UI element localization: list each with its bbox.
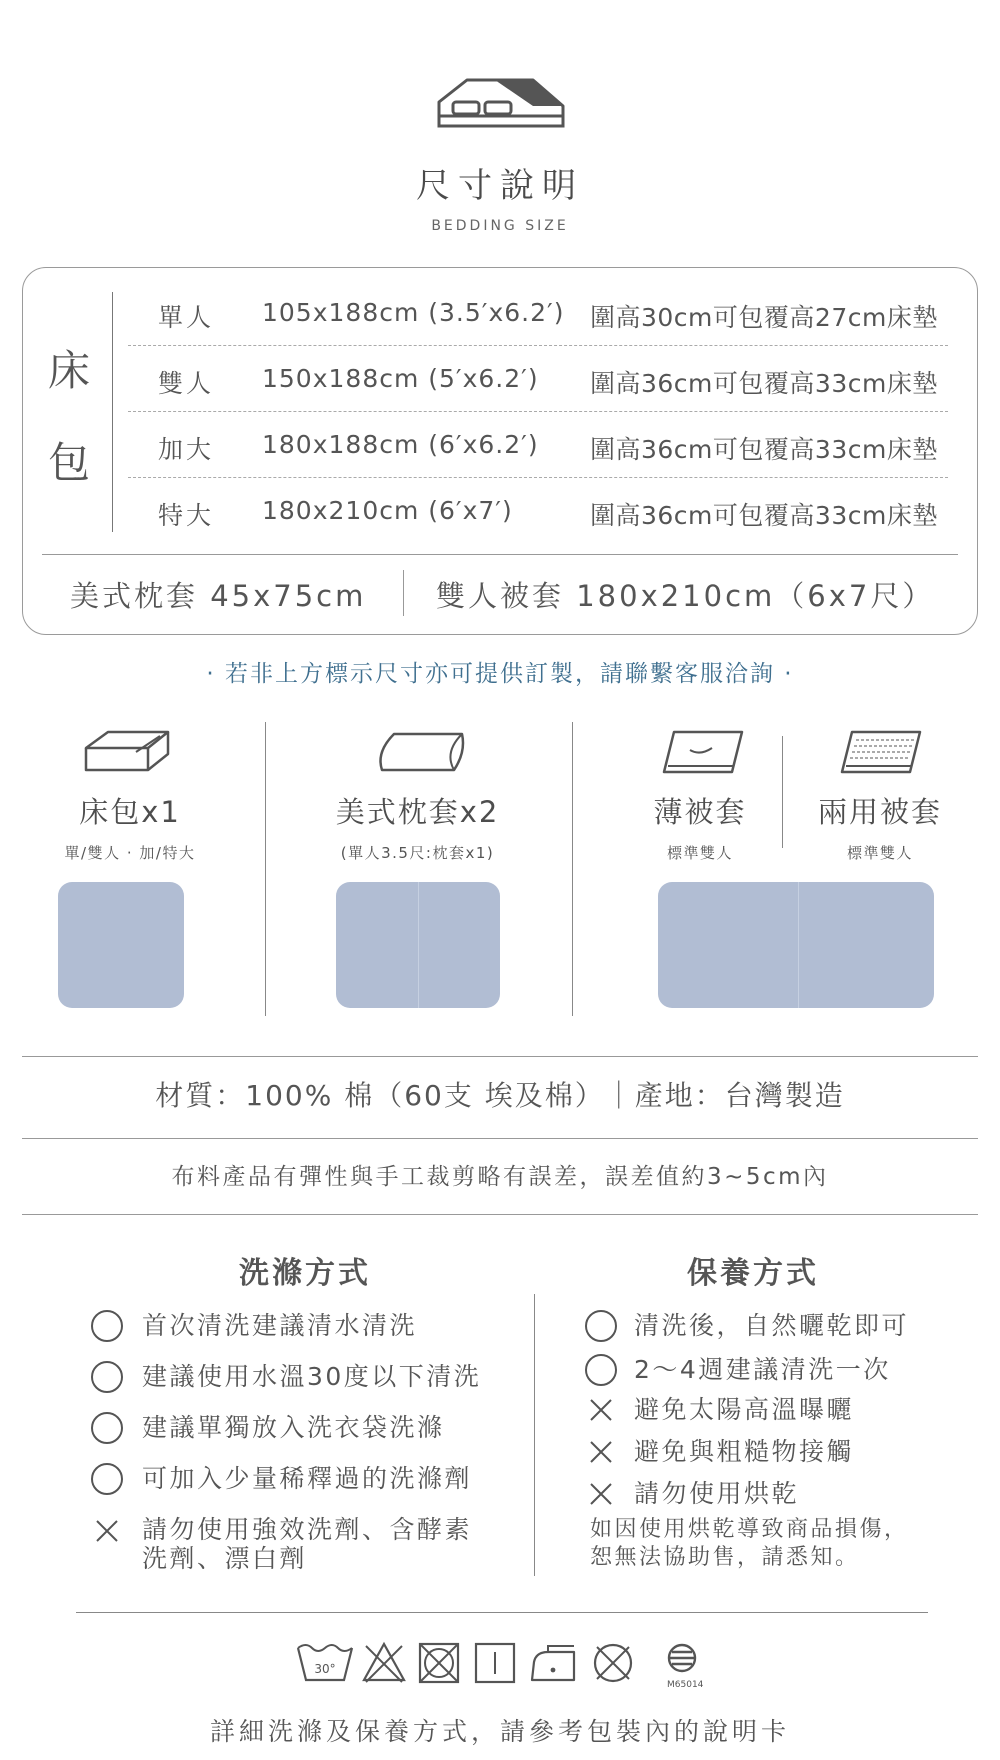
size-name: 單人 (158, 303, 215, 332)
size-note: 圍高30cm可包覆高27cm床墊 (590, 303, 938, 332)
cross-icon (588, 1481, 614, 1507)
size-name: 雙人 (158, 369, 215, 398)
care-item: 避免與粗糙物接觸 (634, 1437, 855, 1466)
item-divider (572, 722, 573, 1016)
certification-mark-icon (669, 1645, 695, 1671)
item-sub: 標準雙人 (666, 844, 733, 862)
care-item: 避免太陽高溫曝曬 (634, 1395, 855, 1424)
no-tumble-dry-icon (420, 1644, 458, 1682)
quilt-size-text: 雙人被套 180x210cm（6x7尺） (436, 579, 935, 613)
size-note: 圍高36cm可包覆高33cm床墊 (590, 501, 938, 530)
no-dry-clean-icon (595, 1645, 631, 1681)
ok-circle-icon (90, 1411, 124, 1445)
item-name: 床包x1 (79, 795, 181, 829)
washing-item: 建議使用水溫30度以下清洗 (142, 1362, 482, 1391)
section-divider (22, 1138, 978, 1139)
material-text: 材質：100% 棉（60支 埃及棉）｜產地：台灣製造 (155, 1079, 845, 1112)
ok-circle-icon (90, 1360, 124, 1394)
care-item: 請勿使用烘乾 (634, 1479, 800, 1508)
wash-temp-label: 30° (314, 1662, 336, 1676)
thin-quilt-icon (660, 728, 746, 778)
size-row (128, 290, 948, 340)
washing-item: 可加入少量稀釋過的洗滌劑 (142, 1464, 473, 1493)
washing-item: 請勿使用強效洗劑、含酵素 (142, 1515, 473, 1544)
custom-order-note: · 若非上方標示尺寸亦可提供訂製，請聯繫客服洽詢 · (206, 661, 794, 687)
size-note: 圍高36cm可包覆高33cm床墊 (590, 369, 938, 398)
cross-icon (588, 1397, 614, 1423)
care-item: 2～4週建議清洗一次 (634, 1355, 891, 1384)
item-name: 薄被套 (653, 795, 747, 829)
care-title: 保養方式 (687, 1256, 819, 1291)
page-title: 尺寸說明 (416, 166, 584, 206)
size-dims: 180x188cm (6′x6.2′) (262, 430, 539, 459)
item-sub: 單/雙人 · 加/特大 (64, 844, 196, 862)
section-divider (22, 1056, 978, 1057)
size-note: 圍高36cm可包覆高33cm床墊 (590, 435, 938, 464)
color-swatch (658, 882, 934, 1008)
category-label-char-2: 包 (48, 438, 91, 487)
size-row (128, 356, 948, 406)
iron-low-icon (532, 1646, 574, 1680)
size-row (128, 422, 948, 472)
pillow-size-text: 美式枕套 45x75cm (70, 579, 367, 613)
bed-logo-icon (433, 72, 567, 136)
cross-icon (588, 1439, 614, 1465)
certification-code: M65014 (667, 1680, 704, 1690)
item-sub: (單人3.5尺:枕套x1) (340, 844, 495, 862)
footer-note: 詳細洗滌及保養方式，請參考包裝內的說明卡 (209, 1717, 790, 1746)
section-divider (76, 1612, 928, 1613)
item-name: 兩用被套 (817, 795, 942, 829)
item-sub: 標準雙人 (846, 844, 913, 862)
care-note-line: 如因使用烘乾導致商品損傷， (590, 1517, 909, 1542)
dual-quilt-icon (838, 728, 924, 778)
item-name: 美式枕套x2 (335, 795, 500, 829)
tolerance-text: 布料產品有彈性與手工裁剪略有誤差，誤差值約3~5cm內 (171, 1164, 829, 1190)
care-note-line: 恕無法協助售，請悉知。 (590, 1545, 860, 1570)
no-bleach-icon (364, 1644, 404, 1682)
wash-30-icon (298, 1645, 352, 1680)
fitted-sheet-icon (82, 728, 174, 776)
swatch-seam (418, 882, 419, 1008)
washing-title: 洗滌方式 (239, 1256, 371, 1291)
ok-circle-icon (90, 1462, 124, 1496)
color-swatch (58, 882, 184, 1008)
size-row (128, 488, 948, 538)
category-label-char-1: 床 (48, 346, 91, 395)
washing-item-cont: 洗劑、漂白劑 (142, 1544, 308, 1573)
line-dry-icon (476, 1644, 514, 1682)
item-divider (265, 722, 266, 1016)
row-divider (128, 411, 948, 412)
row-divider (128, 345, 948, 346)
washing-item: 首次清洗建議清水清洗 (142, 1311, 418, 1340)
laundry-symbols (296, 1640, 706, 1700)
size-dims: 180x210cm (6′x7′) (262, 496, 513, 525)
care-divider (534, 1294, 535, 1576)
ok-circle-icon (90, 1309, 124, 1343)
swatch-seam (798, 882, 799, 1008)
size-name: 加大 (158, 435, 215, 464)
color-swatch (336, 882, 500, 1008)
box-divider (42, 554, 958, 555)
cross-icon (94, 1518, 120, 1544)
pillow-icon (374, 728, 468, 776)
size-divider (403, 570, 404, 616)
care-item: 清洗後，自然曬乾即可 (634, 1311, 910, 1340)
page-subtitle: BEDDING SIZE (431, 218, 569, 234)
care-note (590, 1516, 909, 1572)
ok-circle-icon (584, 1353, 618, 1387)
washing-item: 建議單獨放入洗衣袋洗滌 (142, 1413, 445, 1442)
item-divider (782, 736, 783, 848)
size-name: 特大 (158, 501, 215, 530)
section-divider (22, 1214, 978, 1215)
row-divider (128, 477, 948, 478)
ok-circle-icon (584, 1309, 618, 1343)
size-dims: 150x188cm (5′x6.2′) (262, 364, 539, 393)
size-dims: 105x188cm (3.5′x6.2′) (262, 298, 565, 327)
category-divider (112, 292, 113, 532)
